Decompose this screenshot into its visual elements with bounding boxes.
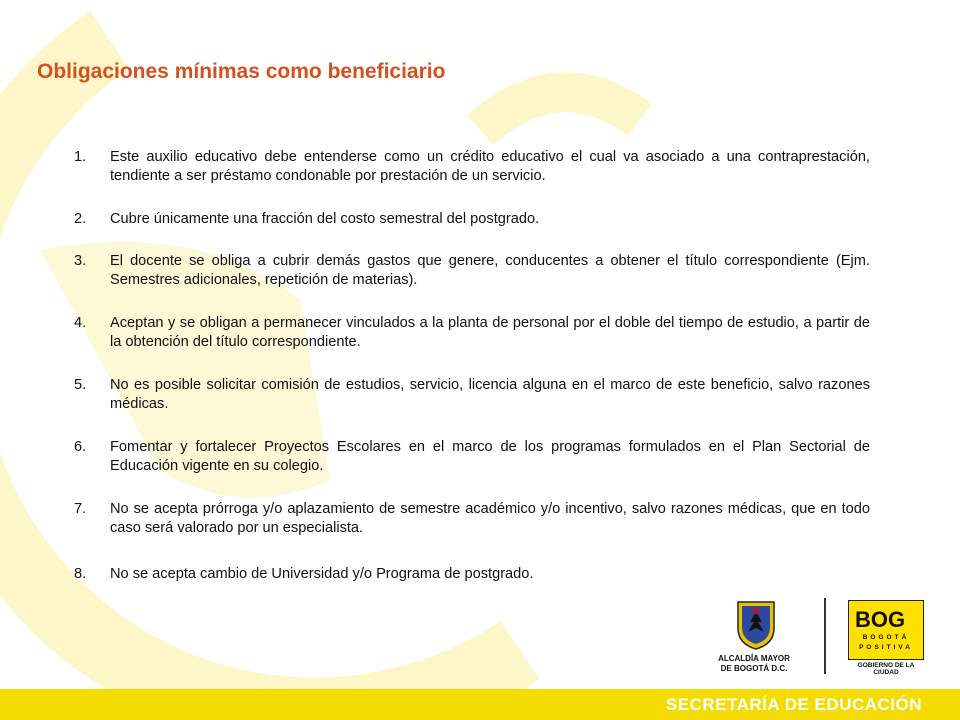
- item-text: El docente se obliga a cubrir demás gastos que genere, conducentes a obtener el título correspondiente (Ejm. Semestres adicionales, repetición de materias).: [110, 253, 870, 288]
- item-number: 7.: [74, 501, 87, 517]
- page-title: Obligaciones mínimas como beneficiario: [37, 60, 446, 83]
- institution-logos: [708, 596, 928, 680]
- item-number: 3.: [74, 253, 87, 269]
- footer-bar: [0, 689, 960, 720]
- alcaldia-caption: [708, 654, 800, 674]
- item-text: Aceptan y se obligan a permanecer vinculados a la planta de personal por el doble del tiempo de estudio, a partir de la obtención del título correspondiente.: [110, 315, 870, 350]
- bog-wordmark: BOG: [855, 607, 906, 632]
- list-item: [74, 376, 870, 414]
- item-number: 1.: [74, 149, 87, 165]
- bogota-positiva-logo: [848, 600, 924, 660]
- item-text: No es posible solicitar comisión de estudios, servicio, licencia alguna en el marco de este beneficio, salvo razones médicas.: [110, 377, 870, 412]
- list-item: [74, 210, 870, 229]
- list-item: [74, 148, 870, 186]
- item-number: 6.: [74, 439, 87, 455]
- alcaldia-line-1: ALCALDÍA MAYOR: [718, 654, 790, 663]
- gobierno-caption: GOBIERNO DE LA CIUDAD: [857, 662, 915, 676]
- bogota-coat-of-arms-icon: [736, 600, 776, 650]
- list-item: [74, 438, 870, 476]
- item-number: 5.: [74, 377, 87, 393]
- list-item: [74, 565, 870, 584]
- list-item: [74, 252, 870, 290]
- item-text: Este auxilio educativo debe entenderse como un crédito educativo el cual va asociado a una contraprestación, tendiente a ser préstamo condonable por prestación de un servicio.: [110, 149, 870, 184]
- logo-divider: [824, 598, 826, 674]
- item-text: Fomentar y fortalecer Proyectos Escolares en el marco de los programas formulados en el Plan Sectorial de Educación vigente en su colegio.: [110, 439, 870, 474]
- list-item: [74, 500, 870, 538]
- item-number: 4.: [74, 315, 87, 331]
- list-item: [74, 314, 870, 352]
- item-number: 8.: [74, 566, 87, 582]
- bog-subline-1: BOGOTÁ: [862, 634, 910, 641]
- bog-subline-2: POSITIVA: [859, 644, 913, 651]
- footer-label: SECRETARÍA DE EDUCACIÓN: [665, 695, 922, 714]
- item-text: No se acepta prórroga y/o aplazamiento de semestre académico y/o incentivo, salvo razones médicas, que en todo caso será valorado por un especialista.: [110, 501, 870, 536]
- item-number: 2.: [74, 211, 87, 227]
- alcaldia-line-2: DE BOGOTÁ D.C.: [720, 664, 788, 673]
- item-text: Cubre únicamente una fracción del costo semestral del postgrado.: [110, 211, 540, 227]
- item-text: No se acepta cambio de Universidad y/o Programa de postgrado.: [110, 566, 534, 582]
